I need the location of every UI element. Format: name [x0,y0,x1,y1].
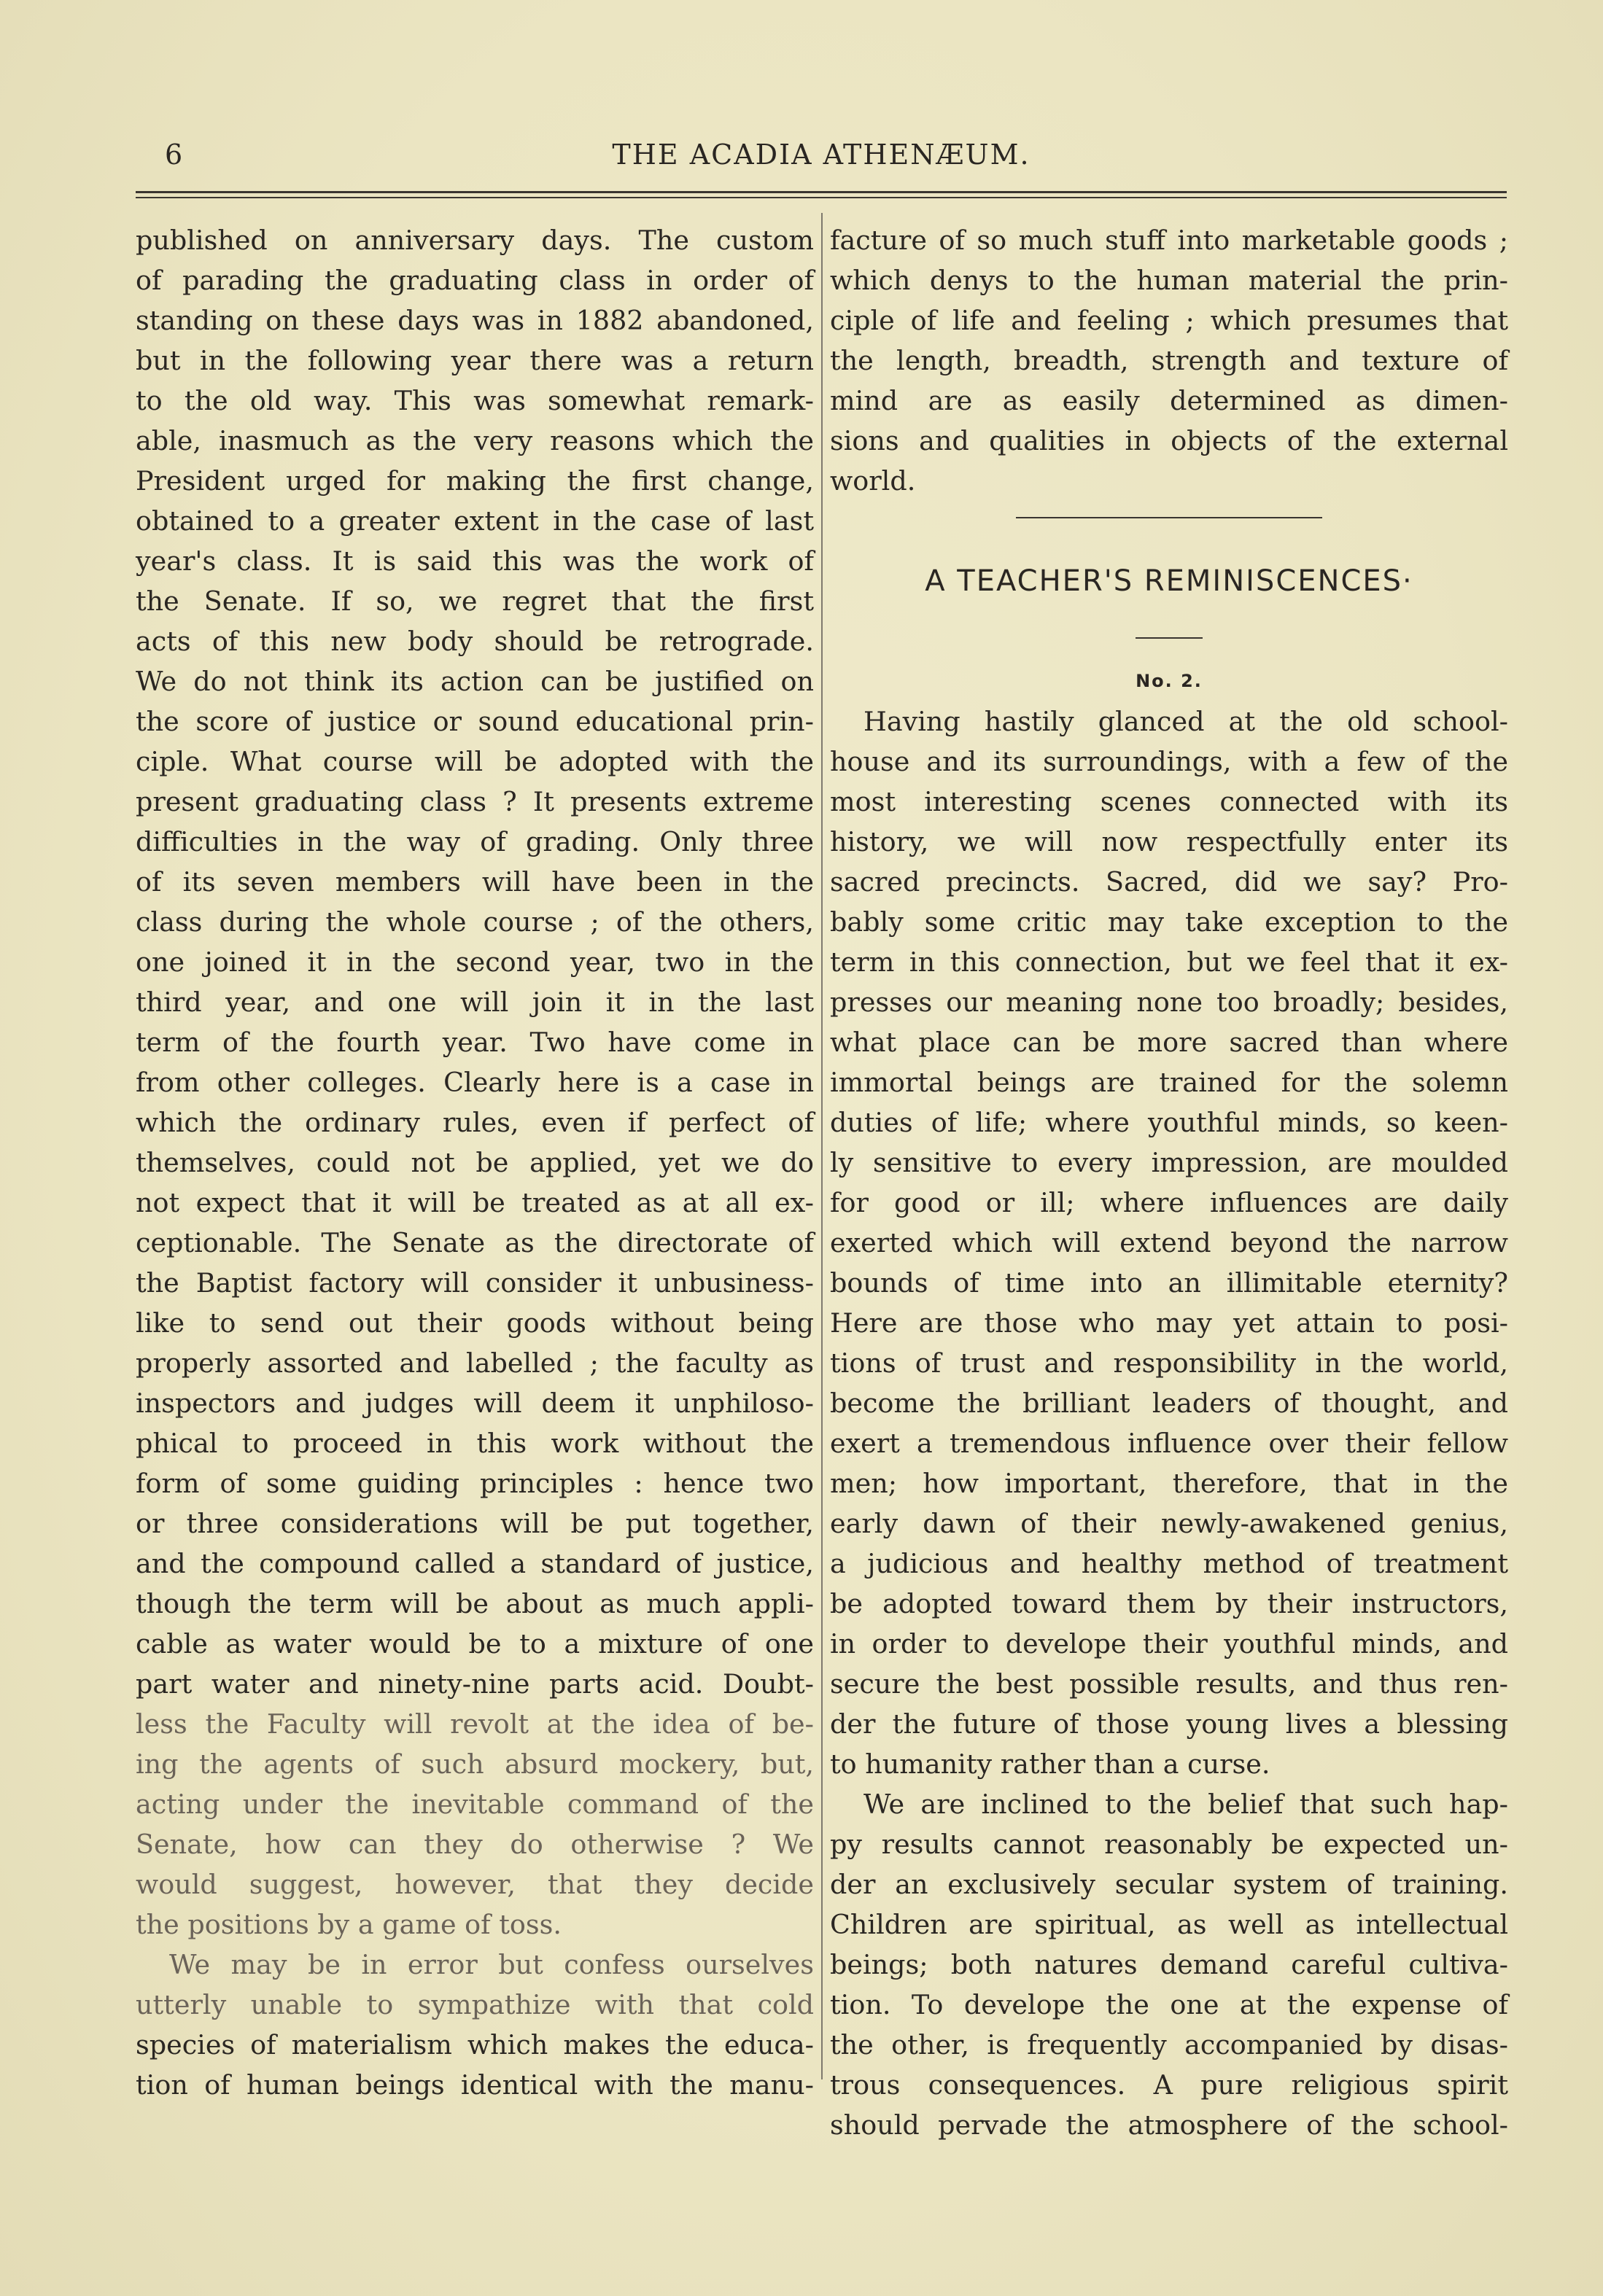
text-line: obtained to a greater extent in the case of last [136,505,814,537]
text-line: should pervade the atmosphere of the school- [830,2109,1508,2141]
right-column [830,220,1508,2145]
text-line: difficulties in the way of grading. Only three [136,826,814,857]
paragraph-start-line: We are inclined to the belief that such hap- [863,1789,1508,1820]
text-line: men; how important, therefore, that in the [830,1468,1508,1499]
text-line: not expect that it will be treated as at all ex- [136,1187,814,1218]
text-line: sacred precincts. Sacred, did we say? Pro- [830,866,1508,898]
text-line: or three considerations will be put together, [136,1508,814,1539]
text-line: utterly unable to sympathize with that cold [136,1989,814,2020]
text-line: but in the following year there was a return [136,345,814,376]
text-line: in order to develope their youthful minds, and [830,1628,1508,1659]
text-line: the positions by a game of toss. [136,1909,562,1940]
text-line: secure the best possible results, and thus ren- [830,1668,1508,1700]
text-line: the score of justice or sound educational prin- [136,706,814,737]
text-line: which denys to the human material the prin- [830,265,1508,296]
text-line: and the compound called a standard of justice, [136,1548,814,1579]
text-line: properly assorted and labelled ; the faculty as [136,1347,814,1379]
text-line: of parading the graduating class in order of [136,265,814,296]
text-line: Senate, how can they do otherwise ? We [136,1829,814,1860]
text-line: ciple of life and feeling ; which presumes that [830,305,1508,336]
text-line: less the Faculty will revolt at the idea of be- [136,1708,814,1740]
text-line: exert a tremendous influence over their fellow [830,1428,1508,1459]
text-line: bounds of time into an illimitable eternity? [830,1267,1508,1299]
text-line: standing on these days was in 1882 abandoned, [136,305,814,336]
text-line: world. [830,465,916,497]
page-number: 6 [165,139,184,171]
text-line: der an exclusively secular system of training. [830,1869,1508,1900]
text-line: for good or ill; where influences are daily [830,1187,1508,1218]
text-line: like to send out their goods without being [136,1307,814,1339]
text-line: class during the whole course ; of the others, [136,906,814,938]
left-column [136,220,814,2105]
text-line: a judicious and healthy method of treatment [830,1548,1508,1579]
text-line: which the ordinary rules, even if perfect of [136,1107,814,1138]
text-line: the other, is frequently accompanied by disas- [830,2029,1508,2060]
text-line: acts of this new body should be retrograde. [136,626,814,657]
page-header [136,139,1507,179]
text-line: presses our meaning none too broadly; besides, [830,986,1508,1018]
text-line: bably some critic may take exception to the [830,906,1508,938]
text-line: from other colleges. Clearly here is a case in [136,1067,814,1098]
text-line: the Baptist factory will consider it unbusiness- [136,1267,814,1299]
text-line: able, inasmuch as the very reasons which the [136,425,814,456]
text-line: year's class. It is said this was the work of [136,545,814,577]
header-rule [136,191,1507,198]
text-line: part water and ninety-nine parts acid. Doubt- [136,1668,814,1700]
text-line: one joined it in the second year, two in the [136,946,814,978]
text-line: most interesting scenes connected with its [830,786,1508,817]
text-line: early dawn of their newly-awakened genius, [830,1508,1508,1539]
text-line: house and its surroundings, with a few of the [830,746,1508,777]
text-line: themselves, could not be applied, yet we do [136,1147,814,1178]
text-line: inspectors and judges will deem it unphiloso- [136,1388,814,1419]
article-number: No. 2. [1136,671,1203,691]
column-divider [821,213,823,2079]
paragraph-start-line: We may be in error but confess ourselves [169,1949,814,1980]
text-line: Children are spiritual, as well as intellectual [830,1909,1508,1940]
text-line: to humanity rather than a curse. [830,1748,1270,1780]
text-line: ing the agents of such absurd mockery, but, [136,1748,814,1780]
text-line: third year, and one will join it in the last [136,986,814,1018]
text-line: of its seven members will have been in the [136,866,814,898]
text-line: cable as water would be to a mixture of one [136,1628,814,1659]
text-line: exerted which will extend beyond the narrow [830,1227,1508,1258]
text-line: the length, breadth, strength and texture of [830,345,1508,376]
text-line: Here are those who may yet attain to posi- [830,1307,1508,1339]
text-line: be adopted toward them by their instructors, [830,1588,1508,1619]
text-line: tions of trust and responsibility in the world, [830,1347,1508,1379]
text-line: present graduating class ? It presents extreme [136,786,814,817]
text-line: facture of so much stuff into marketable goods ; [830,225,1508,256]
text-line: py results cannot reasonably be expected un- [830,1829,1508,1860]
paragraph-start-line: Having hastily glanced at the old school- [863,706,1508,737]
text-line: the Senate. If so, we regret that the first [136,585,814,617]
text-line: phical to proceed in this work without the [136,1428,814,1459]
text-line: We do not think its action can be justified on [136,666,814,697]
text-line: sions and qualities in objects of the external [830,425,1508,456]
text-line: tion of human beings identical with the manu- [136,2069,814,2101]
article-title: A TEACHER'S REMINISCENCES· [925,564,1413,598]
text-line: ceptionable. The Senate as the directorate of [136,1227,814,1258]
text-line: published on anniversary days. The custom [136,225,814,256]
text-line: duties of life; where youthful minds, so keen- [830,1107,1508,1138]
text-line: to the old way. This was somewhat remark- [136,385,814,416]
text-line: form of some guiding principles : hence two [136,1468,814,1499]
journal-title: THE ACADIA ATHENÆUM. [612,139,1030,171]
text-line: tion. To develope the one at the expense of [830,1989,1508,2020]
text-line: though the term will be about as much appli- [136,1588,814,1619]
text-line: ciple. What course will be adopted with the [136,746,814,777]
text-line: beings; both natures demand careful cultiva- [830,1949,1508,1980]
text-line: mind are as easily determined as dimen- [830,385,1508,416]
text-line: what place can be more sacred than where [830,1027,1508,1058]
text-line: species of materialism which makes the educa- [136,2029,814,2060]
title-underline-rule [830,621,1508,661]
text-line: President urged for making the first change, [136,465,814,497]
text-line: immortal beings are trained for the solemn [830,1067,1508,1098]
text-line: ly sensitive to every impression, are moulded [830,1147,1508,1178]
text-line: der the future of those young lives a blessing [830,1708,1508,1740]
text-line: would suggest, however, that they decide [136,1869,814,1900]
text-line: term of the fourth year. Two have come in [136,1027,814,1058]
text-line: acting under the inevitable command of the [136,1789,814,1820]
section-separator-rule [830,501,1508,541]
text-line: trous consequences. A pure religious spirit [830,2069,1508,2101]
text-line: become the brilliant leaders of thought, and [830,1388,1508,1419]
text-line: history, we will now respectfully enter its [830,826,1508,857]
text-line: term in this connection, but we feel that it ex- [830,946,1508,978]
